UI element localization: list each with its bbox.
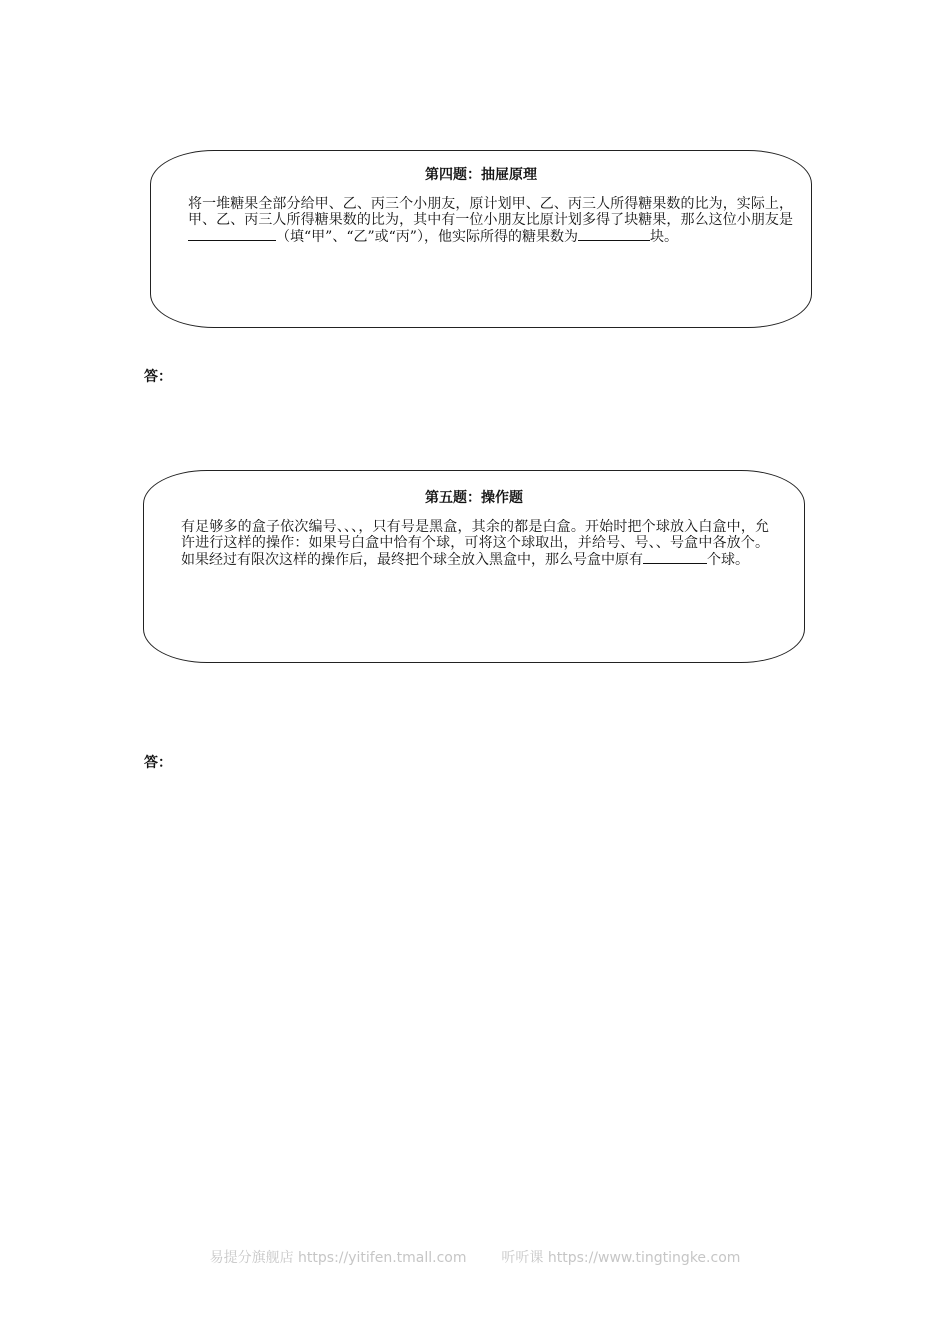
question-4-text-part-3: 块。 (649, 229, 678, 245)
question-4-text (188, 196, 793, 245)
question-4-box (150, 150, 812, 328)
footer-site-link[interactable]: https://www.tingtingke.com (547, 1250, 741, 1266)
question-5-text (181, 519, 769, 568)
question-4-text-part-1: 将一堆糖果全部分给甲、乙、丙三个小朋友，原计划甲、乙、丙三人所得糖果数的比为，实际上，甲、乙、丙三人所得糖果数的比为，其中有一位小朋友比原计划多得了块糖果，那么这位小朋友是 (188, 196, 793, 228)
question-5-title: 第五题：操作题 (425, 490, 523, 506)
question-4-text-part-2: （填“甲”、“乙”或“丙”），他实际所得的糖果数为 (276, 229, 578, 245)
answer-label-5: 答： (144, 755, 172, 771)
footer-shop-name: 易提分旗舰店 (209, 1250, 294, 1266)
question-4-title: 第四题：抽屉原理 (425, 167, 537, 183)
footer (0, 1247, 950, 1267)
answer-label-4: 答： (144, 369, 172, 385)
question-5-text-part-1: 有足够多的盒子依次编号、、、，只有号是黑盒，其余的都是白盒。开始时把个球放入白盒中，允许进行这样的操作：如果号白盒中恰有个球，可将这个球取出，并给号、号、、号盒中各放个。如果经过有限次这样的操作后，最终把个球全放入黑盒中，那么号盒中原有 (181, 519, 769, 568)
footer-site-name: 听听课 (501, 1250, 544, 1266)
footer-shop-link[interactable]: https://yitifen.tmall.com (298, 1250, 467, 1266)
question-5-text-part-2: 个球。 (707, 552, 749, 568)
question-5-box (143, 470, 805, 663)
answer-blank-ball-count[interactable] (643, 551, 707, 564)
answer-blank-child[interactable] (188, 228, 276, 241)
answer-blank-candy-count[interactable] (578, 228, 650, 241)
